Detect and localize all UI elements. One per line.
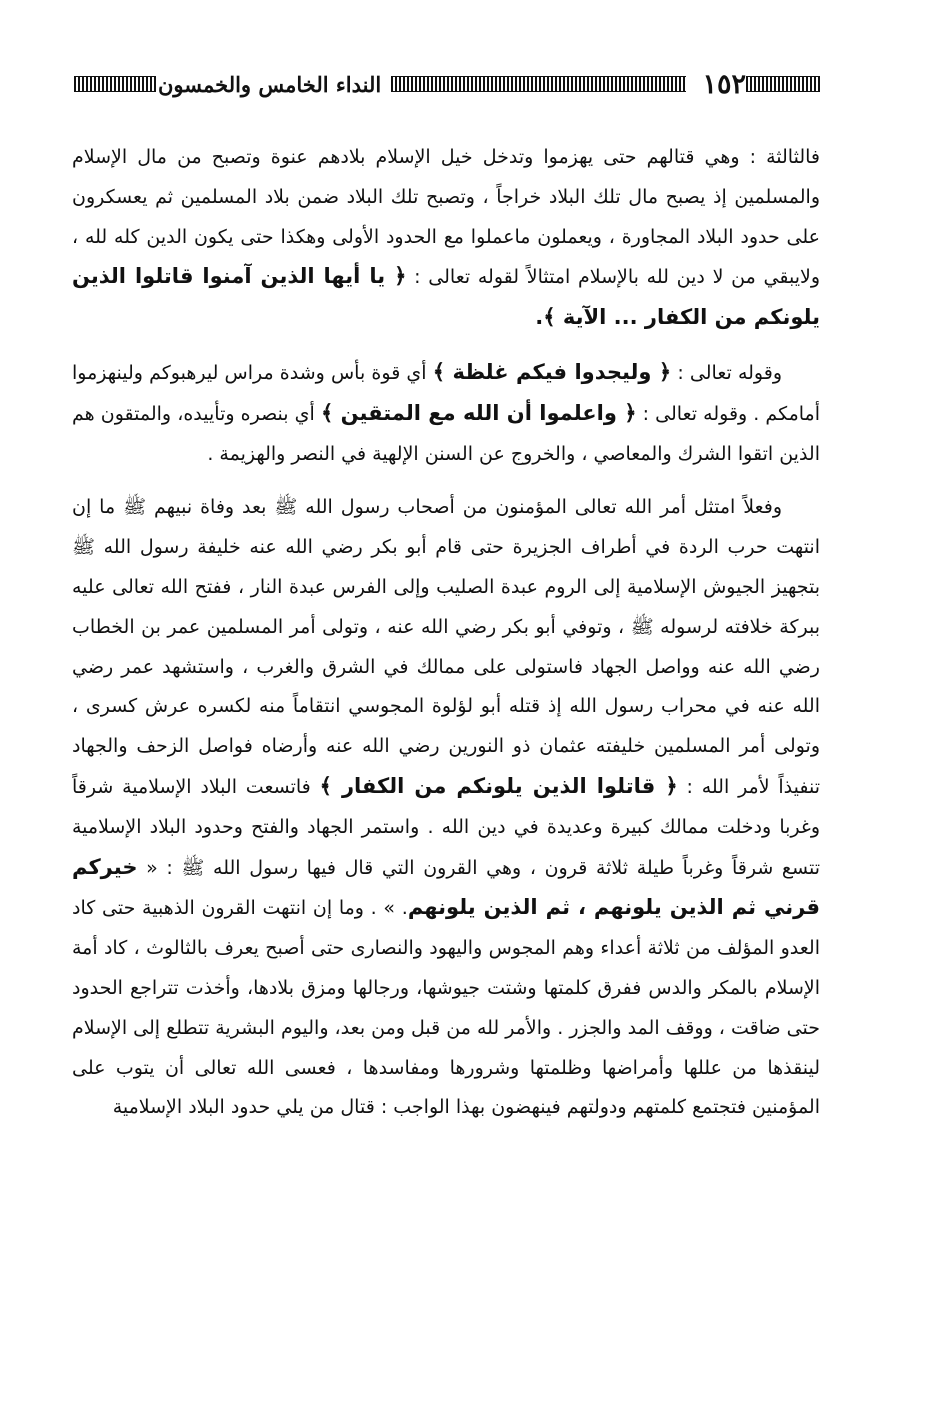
quran-quote: ﴿ يا أيها الذين آمنوا قاتلوا الذين يلونكم من الكفار ... الآية ﴾. xyxy=(72,264,820,330)
quran-quote: ﴿ واعلموا أن الله مع المتقين ﴾ xyxy=(320,400,637,425)
header-rule-right xyxy=(746,76,820,92)
header-rule-middle xyxy=(391,76,686,92)
quran-quote: ﴿ قاتلوا الذين يلونكم من الكفار ﴾ xyxy=(319,773,678,798)
paragraph xyxy=(72,353,820,474)
running-header xyxy=(74,66,820,102)
header-rule-left xyxy=(74,76,156,92)
paragraph-text: فاتسعت البلاد الإسلامية شرقاً وغربا ودخلت ممالك كبيرة وعديدة في دين الله . واستمر الجهاد والفتح وحدود البلاد الإسلامية تتسع شرقاً وغرباً طيلة ثلاثة قرون ، وهي القرون التي قال فيها رسول الله ﷺ : « xyxy=(72,775,820,879)
paragraph-text: . » . وما إن انتهت القرون الذهبية حتى كاد العدو المؤلف من ثلاثة أعداء وهم المجوس واليهود والنصارى حتى أصبح يعرف بالثالوث ، كاد أمة الإسلام بالمكر والدس ففرق كلمتها وشتت جيوشها، ورجالها ومزق بلادها، وأخذت تتراجع الحدود حتى ضاقت ، ووقف المد والجزر . والأمر لله من قبل ومن بعد، واليوم البشرية تتطلع إلى الإسلام لينقذها من عللها وأمراضها وظلمتها وشرورها ومفاسدها ، فعسى الله تعالى أن يتوب على المؤمنين فتجتمع كلمتهم ودولتهم فينهضون بهذا الواجب : قتال من يلي حدود البلاد الإسلامية xyxy=(72,897,820,1119)
paragraph-text: أي قوة بأس وشدة مراس ليرهبوكم ولينهزموا أمامكم . وقوله تعالى : xyxy=(72,361,820,425)
page-number: ١٥٢ xyxy=(702,68,746,100)
paragraph xyxy=(72,488,820,1128)
paragraph-text: أي بنصره وتأييده، والمتقون هم الذين اتقوا الشرك والمعاصي ، والخروج عن السنن الإلهية في النصر والهزيمة . xyxy=(72,402,820,465)
chapter-title: النداء الخامس والخمسون xyxy=(158,71,382,97)
paragraph-text: وقوله تعالى : xyxy=(671,361,783,384)
quran-quote: ﴿ وليجدوا فيكم غلظة ﴾ xyxy=(432,359,672,384)
paragraph xyxy=(72,138,820,339)
body-text xyxy=(72,138,820,1288)
paragraph-text: وفعلاً امتثل أمر الله تعالى المؤمنون من أصحاب رسول الله ﷺ بعد وفاة نبيهم ﷺ ما إن انتهت حرب الردة في أطراف الجزيرة حتى قام أبو بكر رضي الله عنه خليفة رسول الله ﷺ بتجهيز الجيوش الإسلامية إلى الروم عبدة الصليب وإلى الفرس عبدة النار ، ففتح الله تعالى عليه ببركة خلافته لرسوله ﷺ ، وتوفي أبو بكر رضي الله عنه ، وتولى أمر المسلمين عمر بن الخطاب رضي الله عنه وواصل الجهاد فاستولى على ممالك في الشرق والغرب ، واستشهد عمر رضي الله عنه في محراب رسول الله إذ قتله أبو لؤلوة المجوسي انتقاماً منه لكسره عرش كسرى ، وتولى أمر المسلمين خليفته عثمان ذو النورين رضي الله عنه وأرضاه فواصل الزحف والجهاد تنفيذاً لأمر الله : xyxy=(72,496,820,798)
paragraph-text: فالثالثة : وهي قتالهم حتى يهزموا وتدخل خيل الإسلام بلادهم عنوة وتصبح من مال الإسلام والمسلمين إذ يصبح مال تلك البلاد خراجاً ، وتصبح تلك البلاد ضمن بلاد المسلمين ثم يعسكرون على حدود البلاد المجاورة ، ويعملون ماعملوا مع الحدود الأولى وهكذا حتى يكون الدين كله لله ، ولايبقي من لا دين لله بالإسلام امتثالاً لقوله تعالى : xyxy=(72,146,820,289)
hadith-quote: خيركم قرني ثم الذين يلونهم ، ثم الذين يلونهم xyxy=(72,854,820,920)
